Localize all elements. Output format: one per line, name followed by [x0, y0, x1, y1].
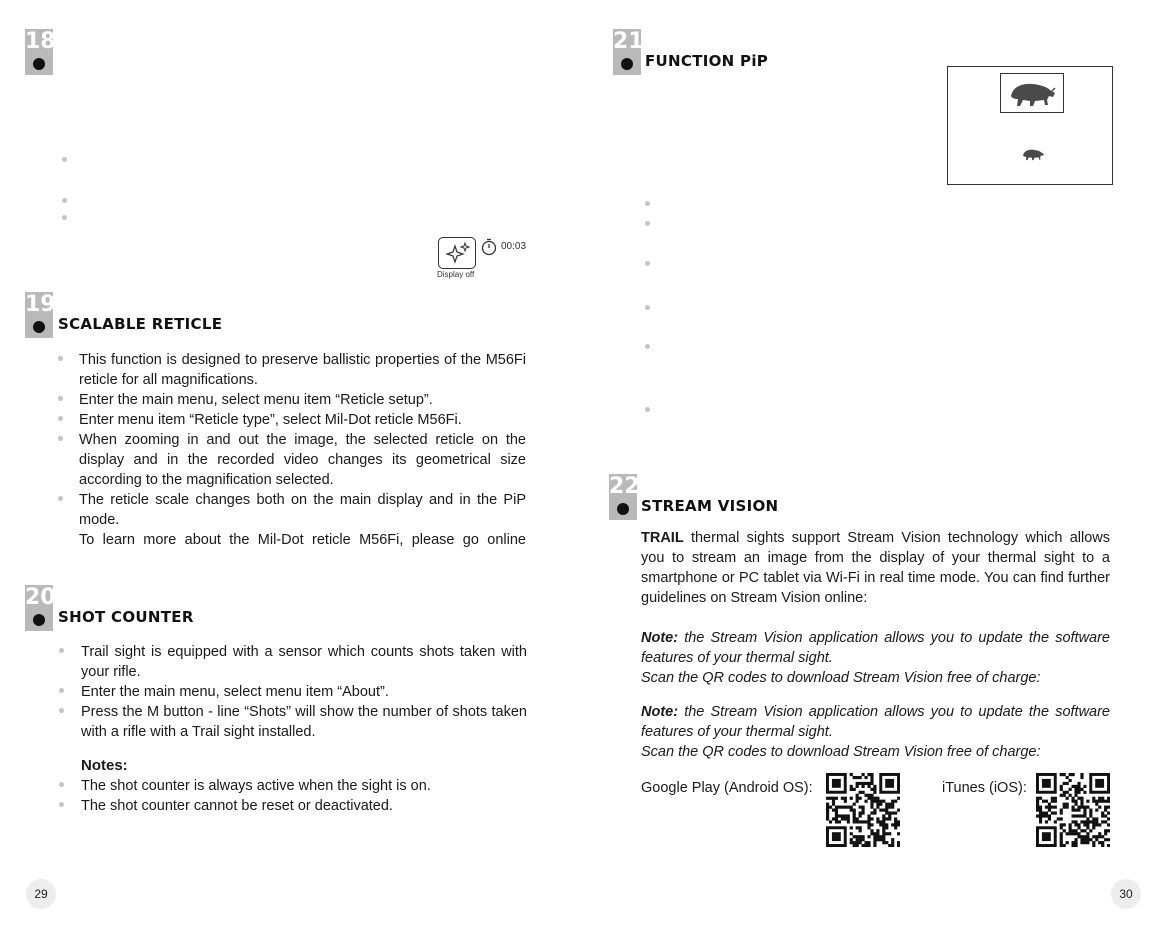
stream-intro-line-2: you to stream an image from the display of your thermal sight to a [641, 550, 1110, 566]
section-title: FUNCTION PiP [645, 52, 769, 70]
note-text: the Stream Vision application allows you to update the software [678, 704, 1110, 720]
shot-bullet-1-line-2: your rifle. [81, 664, 141, 680]
note-2-scan: Scan the QR codes to download Stream Vision free of charge: [641, 744, 1041, 760]
notes-title: Notes: [81, 757, 128, 774]
bullet [59, 688, 64, 693]
reticle-bullet-2: Enter the main menu, select menu item “Reticle setup”. [79, 392, 433, 408]
note-1-line-1 [641, 628, 1110, 648]
reticle-more-info: To learn more about the Mil-Dot reticle M56Fi, please go online [79, 532, 526, 548]
note-1: The shot counter is always active when the sight is on. [81, 778, 431, 794]
bullet [59, 802, 64, 807]
bullet [645, 221, 650, 226]
section-title: SHOT COUNTER [58, 608, 194, 626]
section-21-badge [613, 29, 644, 75]
display-off-icon [438, 237, 476, 269]
boar-small-icon [1018, 145, 1048, 163]
shot-bullet-3-line-2: with a rifle with a Trail sight installed. [81, 724, 316, 740]
section-dot [617, 503, 629, 515]
reticle-bullet-4-line-2: display and in the recorded video changes its geometrical size [79, 452, 526, 468]
stream-intro-line-4: guidelines on Stream Vision online: [641, 590, 868, 606]
note-2: The shot counter cannot be reset or deactivated. [81, 798, 393, 814]
section-title: SCALABLE RETICLE [58, 315, 223, 333]
pip-window [1000, 73, 1064, 113]
bullet [62, 157, 67, 162]
section-22-badge [609, 474, 640, 520]
section-number: 21 [613, 29, 644, 54]
google-play-qr-code[interactable] [826, 773, 900, 847]
reticle-bullet-3: Enter menu item “Reticle type”, select Mil-Dot reticle M56Fi. [79, 412, 462, 428]
boar-icon [1001, 74, 1063, 112]
pip-illustration [947, 66, 1113, 185]
section-number: 19 [25, 292, 56, 317]
bullet [59, 648, 64, 653]
bullet [58, 416, 63, 421]
timer-value: 00:03 [501, 241, 527, 252]
stream-intro-line-1 [641, 528, 1110, 548]
note-label: Note: [641, 630, 679, 646]
display-off-label: Display off [437, 270, 475, 279]
note-2-line-1 [641, 702, 1110, 722]
reticle-bullet-5-line-2: mode. [79, 512, 120, 528]
section-20-badge [25, 585, 56, 631]
bullet [58, 496, 63, 501]
section-number: 18 [25, 29, 56, 54]
section-title: STREAM VISION [641, 497, 779, 515]
section-18-badge [25, 29, 56, 75]
section-number: 22 [609, 474, 640, 499]
bullet [62, 198, 67, 203]
bullet [645, 305, 650, 310]
bullet [62, 215, 67, 220]
bullet [645, 344, 650, 349]
reticle-bullet-1-line-1: This function is designed to preserve ballistic properties of the M56Fi [79, 352, 526, 368]
note-label: Note: [641, 704, 679, 720]
reticle-bullet-4-line-3: according to the magnification selected. [79, 472, 334, 488]
page-number-left: 29 [26, 879, 56, 909]
bullet [58, 436, 63, 441]
stopwatch-icon [481, 238, 497, 256]
google-play-label: Google Play (Android OS): [641, 780, 813, 796]
shot-bullet-2: Enter the main menu, select menu item “About”. [81, 684, 389, 700]
note-1-scan: Scan the QR codes to download Stream Vision free of charge: [641, 670, 1041, 686]
section-number: 20 [25, 585, 56, 610]
note-1-line-2: features of your thermal sight. [641, 650, 833, 666]
section-dot [33, 58, 45, 70]
reticle-bullet-4-line-1: When zooming in and out the image, the selected reticle on the [79, 432, 526, 448]
brand-name: TRAIL [641, 530, 684, 546]
section-dot [621, 58, 633, 70]
page-number-right: 30 [1111, 879, 1141, 909]
bullet [59, 708, 64, 713]
shot-bullet-3-line-1: Press the M button - line “Shots” will show the number of shots taken [81, 704, 527, 720]
section-dot [33, 321, 45, 333]
stream-intro-line-3: smartphone or PC tablet via Wi-Fi in real time mode. You can find further [641, 570, 1110, 586]
bullet [645, 407, 650, 412]
bullet [58, 396, 63, 401]
bullet [645, 201, 650, 206]
note-2-line-2: features of your thermal sight. [641, 724, 833, 740]
reticle-bullet-5-line-1: The reticle scale changes both on the main display and in the PiP [79, 492, 526, 508]
itunes-label: iTunes (iOS): [942, 780, 1027, 796]
shot-bullet-1-line-1: Trail sight is equipped with a sensor which counts shots taken with [81, 644, 527, 660]
section-dot [33, 614, 45, 626]
itunes-qr-code[interactable] [1036, 773, 1110, 847]
note-text: the Stream Vision application allows you to update the software [678, 630, 1110, 646]
bullet [645, 261, 650, 266]
bullet [58, 356, 63, 361]
stream-intro-text: thermal sights support Stream Vision technology which allows [683, 530, 1110, 546]
section-19-badge [25, 292, 56, 338]
bullet [59, 782, 64, 787]
reticle-bullet-1-line-2: reticle for all magnifications. [79, 372, 258, 388]
